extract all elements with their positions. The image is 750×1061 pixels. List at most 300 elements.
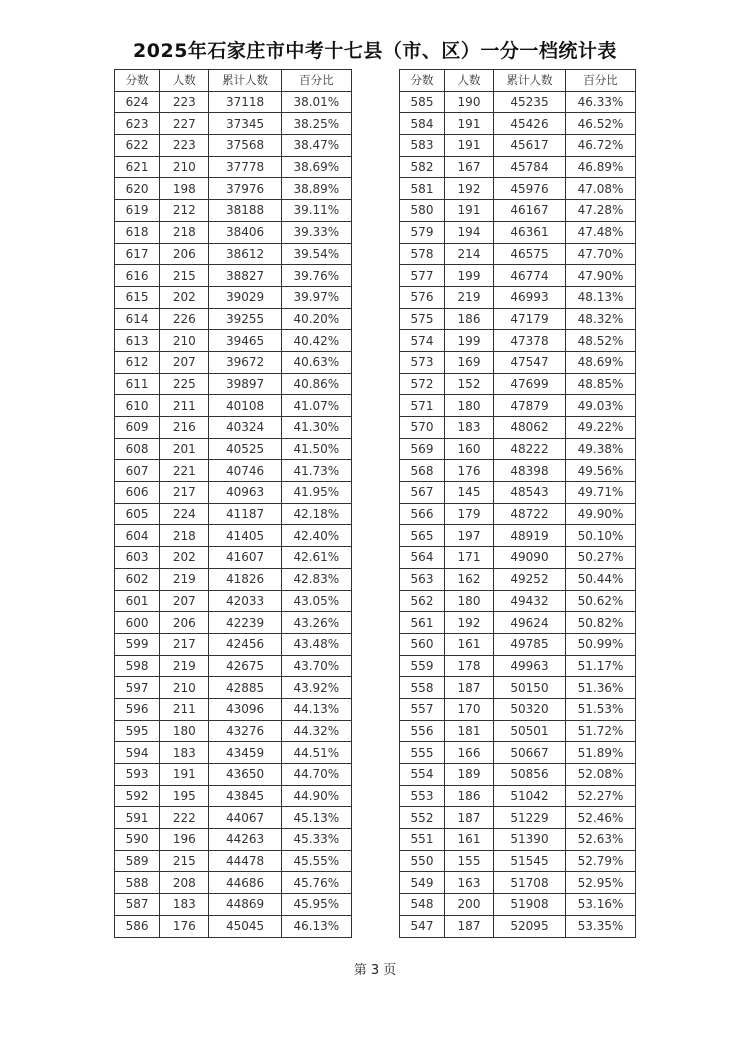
score-cell: 606	[115, 482, 160, 504]
cumulative-cell: 45617	[494, 135, 566, 157]
percentage-cell: 44.51%	[281, 742, 351, 764]
cumulative-cell: 43845	[209, 785, 281, 807]
count-cell: 212	[160, 200, 209, 222]
percentage-cell: 50.27%	[566, 547, 636, 569]
percentage-cell: 49.56%	[566, 460, 636, 482]
table-row	[400, 785, 636, 807]
percentage-cell: 52.63%	[566, 829, 636, 851]
table-row	[400, 807, 636, 829]
count-cell: 206	[160, 612, 209, 634]
score-cell: 558	[400, 677, 445, 699]
count-cell: 219	[160, 568, 209, 590]
percentage-cell: 43.05%	[281, 590, 351, 612]
score-cell: 547	[400, 915, 445, 937]
score-cell: 608	[115, 438, 160, 460]
column-header-score: 分数	[400, 70, 445, 92]
count-cell: 221	[160, 460, 209, 482]
percentage-cell: 46.52%	[566, 113, 636, 135]
table-row	[115, 915, 352, 937]
count-cell: 219	[160, 655, 209, 677]
percentage-cell: 49.71%	[566, 482, 636, 504]
score-cell: 577	[400, 265, 445, 287]
score-cell: 591	[115, 807, 160, 829]
percentage-cell: 52.08%	[566, 764, 636, 786]
cumulative-cell: 51908	[494, 894, 566, 916]
cumulative-cell: 44263	[209, 829, 281, 851]
score-cell: 610	[115, 395, 160, 417]
score-cell: 614	[115, 308, 160, 330]
cumulative-cell: 48722	[494, 503, 566, 525]
count-cell: 145	[445, 482, 494, 504]
table-row	[115, 503, 352, 525]
count-cell: 152	[445, 373, 494, 395]
count-cell: 227	[160, 113, 209, 135]
table-row	[400, 547, 636, 569]
cumulative-cell: 52095	[494, 915, 566, 937]
score-cell: 590	[115, 829, 160, 851]
cumulative-cell: 45235	[494, 91, 566, 113]
score-cell: 551	[400, 829, 445, 851]
table-row	[115, 829, 352, 851]
cumulative-cell: 50320	[494, 698, 566, 720]
count-cell: 186	[445, 308, 494, 330]
cumulative-cell: 37118	[209, 91, 281, 113]
table-row	[400, 655, 636, 677]
cumulative-cell: 46774	[494, 265, 566, 287]
cumulative-cell: 38188	[209, 200, 281, 222]
cumulative-cell: 45976	[494, 178, 566, 200]
score-cell: 571	[400, 395, 445, 417]
score-cell: 565	[400, 525, 445, 547]
percentage-cell: 38.25%	[281, 113, 351, 135]
count-cell: 161	[445, 829, 494, 851]
table-row	[115, 677, 352, 699]
table-row	[115, 91, 352, 113]
table-row	[115, 308, 352, 330]
count-cell: 171	[445, 547, 494, 569]
count-cell: 199	[445, 265, 494, 287]
cumulative-cell: 40746	[209, 460, 281, 482]
score-cell: 561	[400, 612, 445, 634]
table-row	[400, 286, 636, 308]
count-cell: 183	[160, 894, 209, 916]
percentage-cell: 45.76%	[281, 872, 351, 894]
table-row	[115, 850, 352, 872]
count-cell: 199	[445, 330, 494, 352]
cumulative-cell: 43096	[209, 698, 281, 720]
percentage-cell: 41.07%	[281, 395, 351, 417]
cumulative-cell: 48398	[494, 460, 566, 482]
percentage-cell: 52.79%	[566, 850, 636, 872]
percentage-cell: 45.33%	[281, 829, 351, 851]
count-cell: 211	[160, 395, 209, 417]
score-cell: 600	[115, 612, 160, 634]
score-cell: 623	[115, 113, 160, 135]
percentage-cell: 44.32%	[281, 720, 351, 742]
count-cell: 169	[445, 351, 494, 373]
cumulative-cell: 48919	[494, 525, 566, 547]
percentage-cell: 47.70%	[566, 243, 636, 265]
column-header-cumulative: 累计人数	[494, 70, 566, 92]
score-cell: 595	[115, 720, 160, 742]
table-row	[115, 286, 352, 308]
percentage-cell: 50.82%	[566, 612, 636, 634]
percentage-cell: 48.85%	[566, 373, 636, 395]
table-row	[400, 113, 636, 135]
table-row	[400, 200, 636, 222]
count-cell: 191	[160, 764, 209, 786]
table-row	[115, 568, 352, 590]
count-cell: 201	[160, 438, 209, 460]
percentage-cell: 44.70%	[281, 764, 351, 786]
percentage-cell: 39.97%	[281, 286, 351, 308]
cumulative-cell: 48222	[494, 438, 566, 460]
table-row	[400, 460, 636, 482]
score-cell: 587	[115, 894, 160, 916]
cumulative-cell: 38827	[209, 265, 281, 287]
score-cell: 570	[400, 417, 445, 439]
count-cell: 206	[160, 243, 209, 265]
percentage-cell: 48.52%	[566, 330, 636, 352]
score-cell: 588	[115, 872, 160, 894]
count-cell: 226	[160, 308, 209, 330]
count-cell: 223	[160, 91, 209, 113]
table-row	[115, 156, 352, 178]
score-cell: 598	[115, 655, 160, 677]
percentage-cell: 40.63%	[281, 351, 351, 373]
table-row	[115, 351, 352, 373]
score-cell: 578	[400, 243, 445, 265]
table-row	[400, 612, 636, 634]
count-cell: 207	[160, 351, 209, 373]
table-row	[115, 742, 352, 764]
cumulative-cell: 49785	[494, 633, 566, 655]
cumulative-cell: 43276	[209, 720, 281, 742]
table-row	[400, 525, 636, 547]
column-header-percentage: 百分比	[566, 70, 636, 92]
percentage-cell: 47.28%	[566, 200, 636, 222]
score-cell: 553	[400, 785, 445, 807]
cumulative-cell: 39897	[209, 373, 281, 395]
percentage-cell: 41.95%	[281, 482, 351, 504]
percentage-cell: 53.35%	[566, 915, 636, 937]
count-cell: 179	[445, 503, 494, 525]
cumulative-cell: 37568	[209, 135, 281, 157]
percentage-cell: 51.89%	[566, 742, 636, 764]
cumulative-cell: 44869	[209, 894, 281, 916]
table-row	[400, 698, 636, 720]
score-cell: 617	[115, 243, 160, 265]
score-cell: 573	[400, 351, 445, 373]
count-cell: 192	[445, 612, 494, 634]
table-row	[400, 829, 636, 851]
table-row	[400, 894, 636, 916]
table-row	[115, 243, 352, 265]
percentage-cell: 44.13%	[281, 698, 351, 720]
cumulative-cell: 37778	[209, 156, 281, 178]
score-cell: 620	[115, 178, 160, 200]
count-cell: 200	[445, 894, 494, 916]
count-cell: 163	[445, 872, 494, 894]
percentage-cell: 47.08%	[566, 178, 636, 200]
table-row	[400, 135, 636, 157]
table-row	[400, 373, 636, 395]
cumulative-cell: 37976	[209, 178, 281, 200]
count-cell: 183	[445, 417, 494, 439]
table-row	[115, 330, 352, 352]
cumulative-cell: 43459	[209, 742, 281, 764]
table-row	[400, 351, 636, 373]
cumulative-cell: 49432	[494, 590, 566, 612]
table-row	[115, 265, 352, 287]
score-cell: 599	[115, 633, 160, 655]
score-cell: 552	[400, 807, 445, 829]
count-cell: 187	[445, 915, 494, 937]
percentage-cell: 52.46%	[566, 807, 636, 829]
score-cell: 562	[400, 590, 445, 612]
percentage-cell: 46.72%	[566, 135, 636, 157]
percentage-cell: 46.13%	[281, 915, 351, 937]
count-cell: 183	[160, 742, 209, 764]
table-row	[115, 547, 352, 569]
count-cell: 162	[445, 568, 494, 590]
percentage-cell: 43.92%	[281, 677, 351, 699]
count-cell: 194	[445, 221, 494, 243]
cumulative-cell: 46361	[494, 221, 566, 243]
cumulative-cell: 40108	[209, 395, 281, 417]
table-row	[400, 590, 636, 612]
score-cell: 622	[115, 135, 160, 157]
percentage-cell: 38.69%	[281, 156, 351, 178]
cumulative-cell: 41187	[209, 503, 281, 525]
count-cell: 218	[160, 221, 209, 243]
score-cell: 555	[400, 742, 445, 764]
table-row	[115, 720, 352, 742]
cumulative-cell: 44478	[209, 850, 281, 872]
table-row	[400, 395, 636, 417]
count-cell: 217	[160, 482, 209, 504]
cumulative-cell: 48062	[494, 417, 566, 439]
percentage-cell: 42.18%	[281, 503, 351, 525]
score-cell: 563	[400, 568, 445, 590]
percentage-cell: 41.73%	[281, 460, 351, 482]
count-cell: 208	[160, 872, 209, 894]
table-row	[400, 720, 636, 742]
count-cell: 176	[445, 460, 494, 482]
count-cell: 161	[445, 633, 494, 655]
cumulative-cell: 44067	[209, 807, 281, 829]
count-cell: 186	[445, 785, 494, 807]
cumulative-cell: 51390	[494, 829, 566, 851]
percentage-cell: 50.62%	[566, 590, 636, 612]
percentage-cell: 52.27%	[566, 785, 636, 807]
count-cell: 187	[445, 807, 494, 829]
count-cell: 197	[445, 525, 494, 547]
percentage-cell: 47.90%	[566, 265, 636, 287]
cumulative-cell: 49963	[494, 655, 566, 677]
percentage-cell: 49.90%	[566, 503, 636, 525]
table-row	[115, 698, 352, 720]
count-cell: 202	[160, 547, 209, 569]
percentage-cell: 46.33%	[566, 91, 636, 113]
percentage-cell: 47.48%	[566, 221, 636, 243]
score-cell: 569	[400, 438, 445, 460]
count-cell: 189	[445, 764, 494, 786]
table-row	[400, 330, 636, 352]
count-cell: 198	[160, 178, 209, 200]
cumulative-cell: 46167	[494, 200, 566, 222]
percentage-cell: 41.50%	[281, 438, 351, 460]
score-cell: 613	[115, 330, 160, 352]
count-cell: 180	[445, 395, 494, 417]
score-cell: 615	[115, 286, 160, 308]
cumulative-cell: 41826	[209, 568, 281, 590]
count-cell: 207	[160, 590, 209, 612]
table-row	[115, 221, 352, 243]
score-cell: 556	[400, 720, 445, 742]
percentage-cell: 39.11%	[281, 200, 351, 222]
score-cell: 579	[400, 221, 445, 243]
score-cell: 554	[400, 764, 445, 786]
score-cell: 560	[400, 633, 445, 655]
table-row	[115, 525, 352, 547]
percentage-cell: 43.70%	[281, 655, 351, 677]
score-cell: 589	[115, 850, 160, 872]
table-row	[400, 178, 636, 200]
score-cell: 594	[115, 742, 160, 764]
cumulative-cell: 42033	[209, 590, 281, 612]
score-cell: 566	[400, 503, 445, 525]
count-cell: 191	[445, 113, 494, 135]
percentage-cell: 39.54%	[281, 243, 351, 265]
percentage-cell: 45.13%	[281, 807, 351, 829]
count-cell: 224	[160, 503, 209, 525]
count-cell: 210	[160, 330, 209, 352]
score-cell: 559	[400, 655, 445, 677]
count-cell: 219	[445, 286, 494, 308]
column-header-count: 人数	[445, 70, 494, 92]
percentage-cell: 45.95%	[281, 894, 351, 916]
cumulative-cell: 45784	[494, 156, 566, 178]
score-cell: 612	[115, 351, 160, 373]
cumulative-cell: 51229	[494, 807, 566, 829]
cumulative-cell: 46575	[494, 243, 566, 265]
table-row	[400, 568, 636, 590]
percentage-cell: 38.01%	[281, 91, 351, 113]
table-row	[115, 438, 352, 460]
count-cell: 222	[160, 807, 209, 829]
score-cell: 601	[115, 590, 160, 612]
percentage-cell: 38.47%	[281, 135, 351, 157]
table-row	[115, 135, 352, 157]
cumulative-cell: 42456	[209, 633, 281, 655]
cumulative-cell: 41405	[209, 525, 281, 547]
score-cell: 564	[400, 547, 445, 569]
score-cell: 624	[115, 91, 160, 113]
score-cell: 604	[115, 525, 160, 547]
cumulative-cell: 51545	[494, 850, 566, 872]
count-cell: 166	[445, 742, 494, 764]
table-row	[115, 872, 352, 894]
table-header-row	[400, 70, 636, 92]
percentage-cell: 41.30%	[281, 417, 351, 439]
cumulative-cell: 42239	[209, 612, 281, 634]
cumulative-cell: 47699	[494, 373, 566, 395]
cumulative-cell: 38612	[209, 243, 281, 265]
percentage-cell: 51.17%	[566, 655, 636, 677]
score-cell: 621	[115, 156, 160, 178]
cumulative-cell: 40525	[209, 438, 281, 460]
count-cell: 196	[160, 829, 209, 851]
table-row	[400, 417, 636, 439]
table-row	[115, 612, 352, 634]
percentage-cell: 48.69%	[566, 351, 636, 373]
percentage-cell: 52.95%	[566, 872, 636, 894]
score-cell: 605	[115, 503, 160, 525]
cumulative-cell: 49090	[494, 547, 566, 569]
count-cell: 191	[445, 200, 494, 222]
cumulative-cell: 39672	[209, 351, 281, 373]
score-cell: 583	[400, 135, 445, 157]
cumulative-cell: 40963	[209, 482, 281, 504]
score-cell: 596	[115, 698, 160, 720]
table-row	[115, 395, 352, 417]
table-row	[400, 915, 636, 937]
score-cell: 586	[115, 915, 160, 937]
score-cell: 572	[400, 373, 445, 395]
table-row	[400, 742, 636, 764]
cumulative-cell: 46993	[494, 286, 566, 308]
table-row	[115, 482, 352, 504]
count-cell: 180	[445, 590, 494, 612]
score-cell: 557	[400, 698, 445, 720]
table-row	[400, 221, 636, 243]
count-cell: 211	[160, 698, 209, 720]
column-header-count: 人数	[160, 70, 209, 92]
table-row	[115, 894, 352, 916]
score-cell: 581	[400, 178, 445, 200]
count-cell: 210	[160, 156, 209, 178]
count-cell: 214	[445, 243, 494, 265]
score-cell: 568	[400, 460, 445, 482]
percentage-cell: 43.26%	[281, 612, 351, 634]
table-row	[115, 655, 352, 677]
table-header-row	[115, 70, 352, 92]
cumulative-cell: 47378	[494, 330, 566, 352]
cumulative-cell: 38406	[209, 221, 281, 243]
table-row	[400, 308, 636, 330]
table-row	[400, 677, 636, 699]
table-row	[115, 764, 352, 786]
cumulative-cell: 48543	[494, 482, 566, 504]
cumulative-cell: 49252	[494, 568, 566, 590]
cumulative-cell: 42675	[209, 655, 281, 677]
score-cell: 575	[400, 308, 445, 330]
cumulative-cell: 47547	[494, 351, 566, 373]
cumulative-cell: 50856	[494, 764, 566, 786]
count-cell: 216	[160, 417, 209, 439]
score-cell: 585	[400, 91, 445, 113]
count-cell: 190	[445, 91, 494, 113]
cumulative-cell: 39029	[209, 286, 281, 308]
cumulative-cell: 43650	[209, 764, 281, 786]
table-row	[400, 850, 636, 872]
score-cell: 597	[115, 677, 160, 699]
table-row	[400, 265, 636, 287]
page-title: 2025年石家庄市中考十七县（市、区）一分一档统计表	[133, 40, 617, 62]
percentage-cell: 42.40%	[281, 525, 351, 547]
page-number: 第 3 页	[353, 963, 397, 978]
